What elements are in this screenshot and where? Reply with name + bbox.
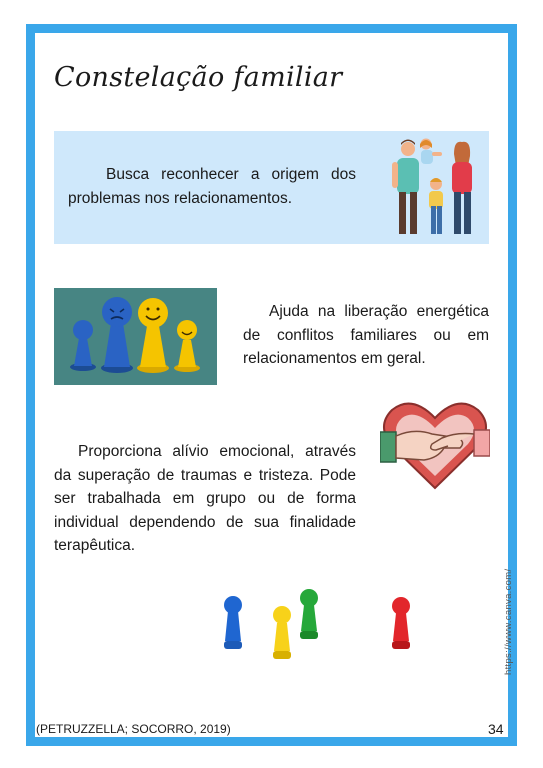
paragraph-1: Busca reconhecer a origem dos problemas nos relacionamentos. [68,166,356,207]
page-number: 34 [488,721,504,737]
colored-pawns [210,585,430,665]
paragraph-3: Proporciona alívio emocional, através da superação de traumas e tristeza. Pode ser trabalhada em grupo ou de forma individual dependendo de sua finalidade terapêutica. [54,443,356,554]
heart-handshake-icon [380,398,490,492]
pawn-faces-photo [54,288,217,385]
citation: (PETRUZZELLA; SOCORRO, 2019) [36,722,231,736]
paragraph-2: Ajuda na liberação energética de conflitos familiares ou em relacionamentos em geral. [243,303,489,367]
family-illustration [384,136,484,238]
canva-link[interactable]: https://www.canva.com/ [503,568,514,675]
page-title: Constelação familiar [54,62,343,93]
